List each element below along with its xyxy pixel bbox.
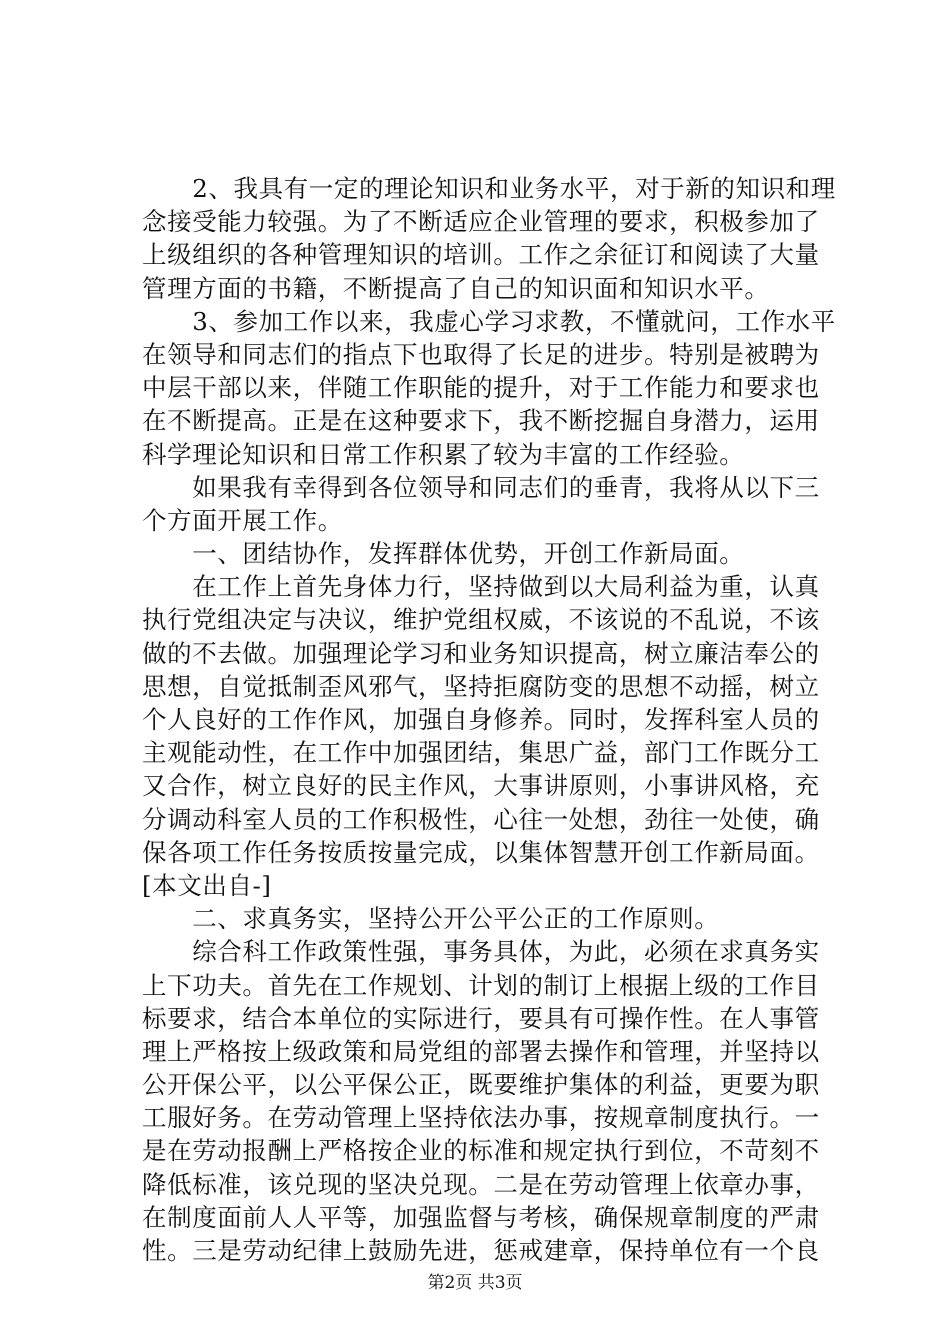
text-line: 是在劳动报酬上严格按企业的标准和规定执行到位，不苛刻不 [142, 1136, 820, 1166]
text-line: 分调动科室人员的工作积极性，心往一处想，劲往一处使，确 [142, 804, 820, 834]
text-line: 工服好务。在劳动管理上坚持依法办事，按规章制度执行。一 [142, 1103, 820, 1133]
text-line: 在不断提高。正是在这种要求下，我不断挖掘自身潜力，运用 [142, 406, 820, 436]
text-line: 上下功夫。首先在工作规划、计划的制订上根据上级的工作目 [142, 970, 820, 1000]
text-line: 标要求，结合本单位的实际进行，要具有可操作性。在人事管 [142, 1003, 820, 1033]
text-line: 在制度面前人人平等，加强监督与考核，确保规章制度的严肃 [142, 1202, 820, 1232]
text-line: 综合科工作政策性强，事务具体，为此，必须在求真务实 [142, 937, 820, 967]
text-line: 上级组织的各种管理知识的培训。工作之余征订和阅读了大量 [142, 240, 820, 270]
text-line: 降低标准，该兑现的坚决兑现。二是在劳动管理上依章办事， [142, 1169, 820, 1199]
text-line: 主观能动性，在工作中加强团结，集思广益，部门工作既分工 [142, 738, 820, 768]
text-line: 公开保公平，以公平保公正，既要维护集体的利益，更要为职 [142, 1070, 820, 1100]
text-line: 又合作，树立良好的民主作风，大事讲原则，小事讲风格，充 [142, 771, 820, 801]
text-line: 3、参加工作以来，我虚心学习求教，不懂就问，工作水平 [142, 306, 836, 336]
document-body [142, 172, 836, 1267]
text-line: 中层干部以来，伴随工作职能的提升，对于工作能力和要求也 [142, 373, 820, 403]
section-heading: 二、求真务实，坚持公开公平公正的工作原则。 [142, 904, 720, 934]
text-line: 个人良好的工作作风，加强自身修养。同时，发挥科室人员的 [142, 705, 820, 734]
text-line: 个方面开展工作。 [142, 505, 343, 535]
section-heading: 一、团结协作，发挥群体优势，开创工作新局面。 [142, 539, 745, 569]
text-line: 性。三是劳动纪律上鼓励先进，惩戒建章，保持单位有一个良 [142, 1236, 820, 1265]
text-line: 科学理论知识和日常工作积累了较为丰富的工作经验。 [142, 439, 745, 469]
text-line: 管理方面的书籍，不断提高了自己的知识面和知识水平。 [142, 273, 770, 303]
text-line: 理上严格按上级政策和局党组的部署去操作和管理，并坚持以 [142, 1036, 820, 1066]
text-line: 如果我有幸得到各位领导和同志们的垂青，我将从以下三 [142, 472, 820, 502]
page-number-footer: 第2页 共3页 [427, 1273, 523, 1293]
source-note: [本文出自-] [142, 870, 272, 900]
text-line: 保各项工作任务按质按量完成，以集体智慧开创工作新局面。 [142, 837, 820, 867]
text-line: 执行党组决定与决议，维护党组权威，不该说的不乱说，不该 [142, 605, 820, 635]
text-line: 做的不去做。加强理论学习和业务知识提高，树立廉洁奉公的 [142, 638, 820, 668]
text-line: 念接受能力较强。为了不断适应企业管理的要求，积极参加了 [142, 207, 820, 237]
text-line: 在领导和同志们的指点下也取得了长足的进步。特别是被聘为 [142, 339, 820, 369]
text-line: 2、我具有一定的理论知识和业务水平，对于新的知识和理 [142, 174, 836, 203]
text-line: 思想，自觉抵制歪风邪气，坚持拒腐防变的思想不动摇，树立 [142, 671, 820, 701]
text-line: 在工作上首先身体力行，坚持做到以大局利益为重，认真 [142, 572, 820, 602]
